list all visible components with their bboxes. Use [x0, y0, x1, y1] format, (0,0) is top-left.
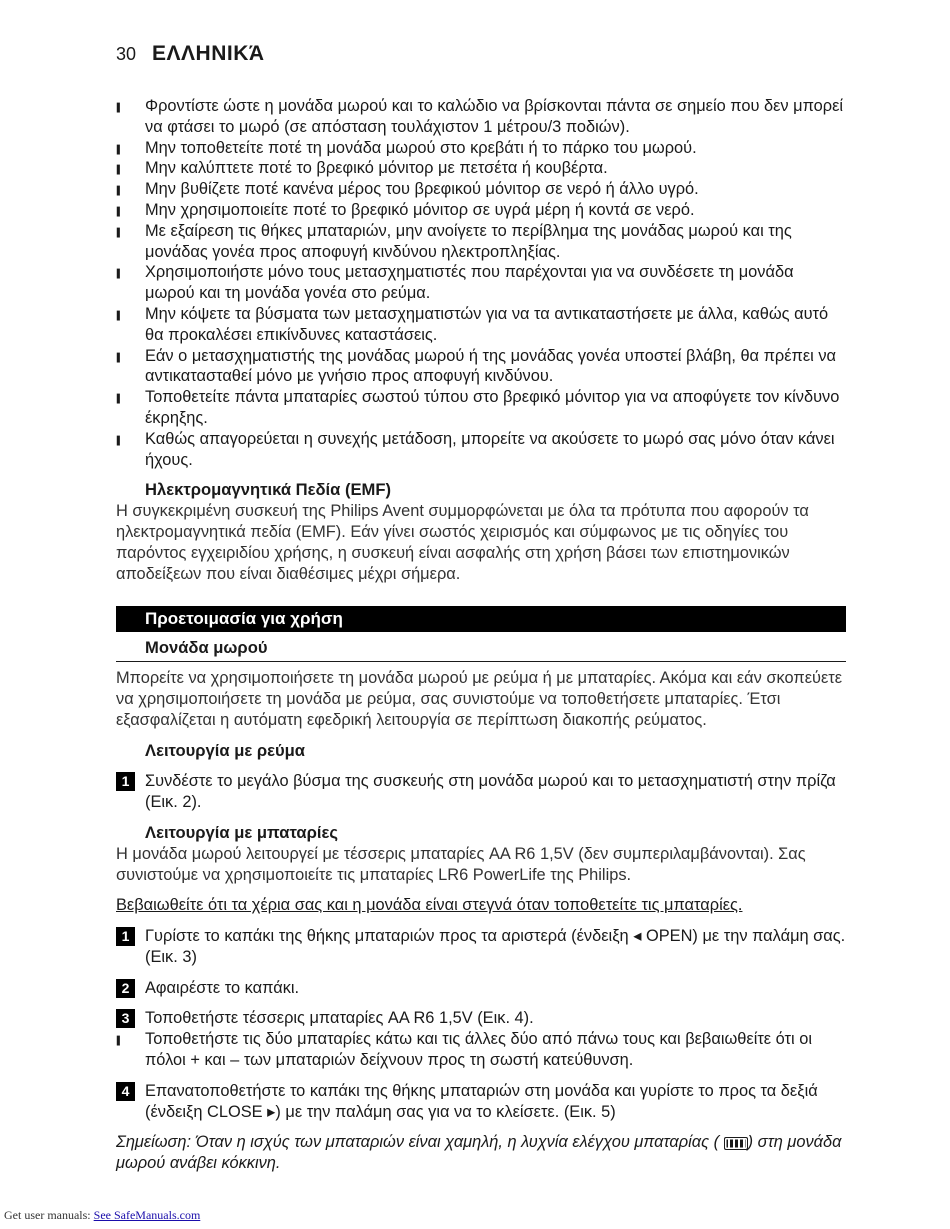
note-text-before: Όταν η ισχύς των μπαταριών είναι χαμηλή, η λυχνία ελέγχου μπαταρίας ( [191, 1133, 720, 1152]
step3-bullet-list [116, 1029, 846, 1071]
bullet-text: Φροντίστε ώστε η μονάδα μωρού και το καλώδιο να βρίσκονται πάντα σε σημείο που δεν μπορεί να φτάσει το μωρό (σε απόσταση τουλάχιστον 1 μέτρου/3 ποδιών). [145, 97, 844, 136]
step-text: Συνδέστε το μεγάλο βύσμα της συσκευής στη μονάδα μωρού και το μετασχηματιστή στην πρίζα (Εικ. 2). [145, 772, 836, 812]
bullet-text: Χρησιμοποιήστε μόνο τους μετασχηματιστές που παρέχονται για να συνδέσετε τη μονάδα μωρού και τη μονάδα γονέα στο ρεύμα. [145, 263, 794, 303]
page-title: ΕΛΛΗΝΙΚΆ [152, 42, 265, 65]
battery-step-4 [116, 1081, 846, 1123]
bullet-arrow-icon: ▮ [116, 161, 121, 177]
list-item [116, 158, 846, 179]
list-item [116, 96, 846, 138]
footer-prefix: Get user manuals: [4, 1208, 94, 1222]
bullet-arrow-icon: ▮ [116, 99, 121, 114]
battery-note [116, 1132, 846, 1174]
bullet-text: Μην χρησιμοποιείτε ποτέ το βρεφικό μόνιτορ σε υγρά μέρη ή κοντά σε νερό. [145, 200, 695, 219]
battery-step-1 [116, 926, 846, 968]
baby-unit-heading: Μονάδα μωρού [116, 638, 846, 662]
bullet-text: Καθώς απαγορεύεται η συνεχής μετάδοση, μπορείτε να ακούσετε το μωρό σας μόνο όταν κάνει ήχους. [145, 429, 835, 469]
bullet-text: Μην κόψετε τα βύσματα των μετασχηματιστών για να τα αντικαταστήσετε με άλλα, καθώς αυτό θα προκαλέσει επικίνδυνες καταστάσεις. [145, 304, 829, 344]
footer [4, 1208, 200, 1223]
step-text: Τοποθετήστε τέσσερις μπαταρίες AA R6 1,5V (Εικ. 4). [145, 1009, 534, 1028]
bullet-text: Μην τοποθετείτε ποτέ τη μονάδα μωρού στο κρεβάτι ή το πάρκο του μωρού. [145, 138, 697, 157]
emf-text: Η συγκεκριμένη συσκευή της Philips Avent συμμορφώνεται με όλα τα πρότυπα που αφορούν τα ηλεκτρομαγνητικά πεδία (EMF). Εάν γίνει σωστός χειρισμός και σύμφωνος με τις οδηγίες του παρόντος εγχειριδίου χρήσης, η συσκευή είναι ασφαλής στη χρήση βάσει των επιστημονικών αποδείξεων που είναι διαθέσιμες μέχρι σήμερα. [116, 502, 809, 583]
bullet-text: Μην βυθίζετε ποτέ κανένα μέρος του βρεφικού μόνιτορ σε νερό ή άλλο υγρό. [145, 180, 699, 199]
bullet-arrow-icon: ▮ [116, 348, 121, 364]
step-number: 2 [116, 979, 135, 998]
list-item [116, 138, 846, 159]
bullet-text: Με εξαίρεση τις θήκες μπαταριών, μην ανοίγετε το περίβλημα της μονάδας μωρού και της μονάδας γονέα προς αποφυγή κινδύνου ηλεκτροπληξίας. [145, 221, 792, 261]
bullet-arrow-icon: ▮ [116, 223, 121, 239]
battery-intro: Η μονάδα μωρού λειτουργεί με τέσσερις μπαταρίες AA R6 1,5V (δεν συμπεριλαμβάνονται). Σας συνιστούμε να χρησιμοποιείτε τις μπαταρίες LR6 PowerLife της Philips. [116, 844, 806, 884]
battery-icon [724, 1137, 748, 1150]
bullet-arrow-icon: ▮ [116, 202, 121, 218]
safety-bullet-list [116, 96, 846, 470]
list-item [116, 1029, 846, 1071]
bullet-arrow-icon: ▮ [116, 1032, 121, 1048]
emf-heading: Ηλεκτρομαγνητικά Πεδία (EMF) [145, 480, 392, 500]
list-item [116, 200, 846, 221]
bullet-arrow-icon: ▮ [116, 265, 121, 281]
mains-step-1 [116, 771, 846, 813]
page-number: 30 [116, 44, 137, 64]
list-item [116, 346, 846, 388]
list-item [116, 304, 846, 346]
bullet-text: Τοποθετήστε τις δύο μπαταρίες κάτω και τις άλλες δύο από πάνω τους και βεβαιωθείτε ότι οι πόλοι + και – των μπαταριών δείχνουν προς τη σωστή κατεύθυνση. [145, 1030, 812, 1070]
note-text-after: ) στη μονάδα μωρού ανάβει κόκκινη. [116, 1133, 842, 1173]
list-item [116, 387, 846, 429]
list-item [116, 262, 846, 304]
note-label: Σημείωση: [116, 1133, 192, 1152]
list-item [116, 429, 846, 471]
battery-heading: Λειτουργία με μπαταρίες [145, 822, 338, 842]
list-item [116, 221, 846, 263]
bullet-arrow-icon: ▮ [116, 140, 121, 156]
list-item [116, 179, 846, 200]
bullet-text: Μην καλύπτετε ποτέ το βρεφικό μόνιτορ με πετσέτα ή κουβέρτα. [145, 159, 608, 178]
dry-hands-warning: Βεβαιωθείτε ότι τα χέρια σας και η μονάδα είναι στεγνά όταν τοποθετείτε τις μπαταρίες. [116, 896, 743, 915]
step-number: 1 [116, 927, 135, 946]
safemanuals-link[interactable]: See SafeManuals.com [93, 1208, 201, 1222]
bullet-arrow-icon: ▮ [116, 390, 121, 406]
step-text: Αφαιρέστε το καπάκι. [145, 978, 300, 997]
step-number: 1 [116, 772, 135, 791]
bullet-arrow-icon: ▮ [116, 431, 121, 447]
bullet-text: Εάν ο μετασχηματιστής της μονάδας μωρού ή της μονάδας γονέα υποστεί βλάβη, θα πρέπει να αντικατασταθεί μόνο με γνήσιο προς αποφυγή κινδύνου. [145, 346, 837, 386]
battery-step-2 [116, 978, 846, 999]
main-content [116, 96, 846, 1174]
step-text: Γυρίστε το καπάκι της θήκης μπαταριών προς τα αριστερά (ένδειξη ◂ OPEN) με την παλάμη σας. (Εικ. 3) [145, 927, 846, 966]
battery-step-3 [116, 1008, 846, 1029]
step-text: Επανατοποθετήστε το καπάκι της θήκης μπαταριών στη μονάδα και γυρίστε το προς τα δεξιά (ένδειξη CLOSE ▸) με την παλάμη σας για να το κλείσετε. (Εικ. 5) [145, 1081, 818, 1121]
step-number: 3 [116, 1009, 135, 1028]
step-number: 4 [116, 1082, 135, 1101]
baby-unit-intro: Μπορείτε να χρησιμοποιήσετε τη μονάδα μωρού με ρεύμα ή με μπαταρίες. Ακόμα και εάν σκοπεύετε να χρησιμοποιήσετε τη μονάδα με ρεύμα, σας συνιστούμε να τοποθετήσετε μπαταρίες. Έτσι εξασφαλίζεται η αυτόματη εφεδρική λειτουργία σε περίπτωση διακοπής ρεύματος. [116, 669, 843, 729]
bullet-arrow-icon: ▮ [116, 182, 121, 198]
page-header [116, 42, 265, 66]
bullet-text: Τοποθετείτε πάντα μπαταρίες σωστού τύπου στο βρεφικό μόνιτορ για να αποφύγετε τον κίνδυνο έκρηξης. [145, 388, 840, 427]
bullet-arrow-icon: ▮ [116, 306, 121, 322]
section-title-preparation: Προετοιμασία για χρήση [116, 606, 846, 632]
mains-heading: Λειτουργία με ρεύμα [145, 740, 305, 760]
